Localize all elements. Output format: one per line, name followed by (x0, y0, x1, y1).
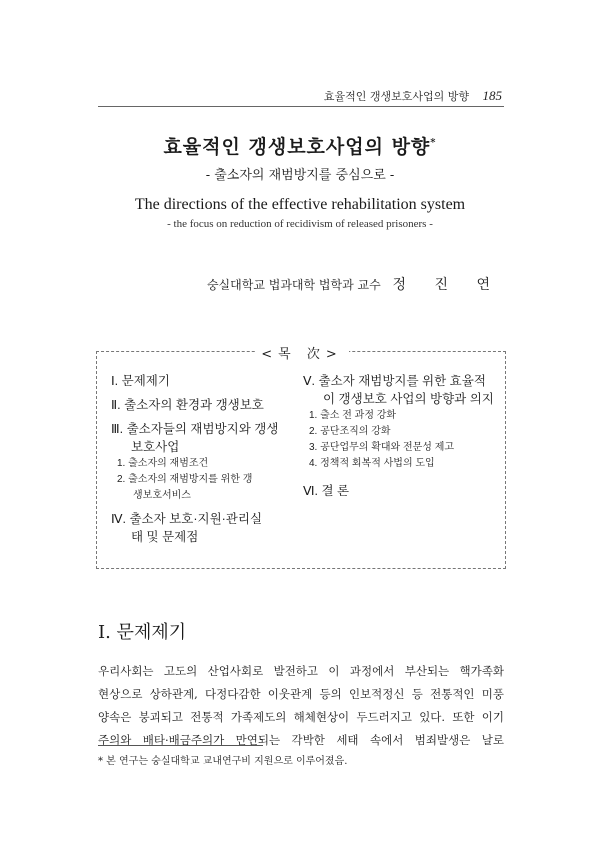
author-line (207, 274, 502, 294)
toc-item (111, 372, 289, 390)
body-line: 우리사회는 고도의 산업사회로 발전하고 이 과정에서 부산되는 핵가족화 (98, 664, 504, 678)
toc-item-label-cont: 이 갱생보호 사업의 방향과 의지 (323, 392, 494, 406)
toc-heading-wrap (97, 343, 507, 362)
toc-right-column (303, 372, 499, 506)
toc-item (303, 482, 499, 500)
toc-subitem-label: 2. 출소자의 재범방지를 위한 갱 (117, 474, 253, 485)
body-line: 양속은 붕괴되고 전통적 가족제도의 해체현상이 두드러지고 있다. 또한 이기 (98, 710, 504, 724)
paper-subtitle-english: - the focus on reduction of recidivism of released prisoners - (167, 218, 433, 230)
header-rule (98, 106, 504, 107)
toc-subitem-label: 3. 공단업무의 확대와 전문성 제고 (309, 442, 455, 453)
toc-subitem (303, 408, 499, 424)
toc-subitem-label: 1. 출소 전 과정 강화 (309, 410, 397, 421)
title-footnote-mark: * (430, 137, 437, 149)
author-name: 정 진 연 (392, 277, 502, 293)
running-title: 효율적인 갱생보호사업의 방향 (323, 90, 469, 103)
toc-subitem-label: 2. 공단조직의 강화 (309, 426, 391, 437)
toc-item (303, 372, 499, 472)
toc-item-label-cont: 태 및 문제점 (131, 530, 199, 544)
author-affiliation: 숭실대학교 법과대학 법학과 교수 (206, 278, 381, 292)
toc-subitem-label: 4. 정책적 회복적 사법의 도입 (309, 458, 435, 469)
toc-left-column (111, 372, 289, 552)
page-number: 185 (482, 88, 502, 103)
toc-item-label: Ⅳ. 출소자 보호·지원·관리실 (111, 512, 263, 526)
toc-subitem-label: 1. 출소자의 재범조건 (117, 458, 209, 469)
toc-item-label: Ⅴ. 출소자 재범방지를 위한 효율적 (303, 374, 486, 388)
toc-subitem-label-cont: 생보호서비스 (133, 490, 191, 501)
toc-item-label-cont: 보호사업 (131, 440, 180, 454)
footnote: * 본 연구는 숭실대학교 교내연구비 지원으로 이루어졌음. (98, 756, 348, 767)
body-line: 현상으로 상하관계, 다정다감한 이웃관계 등의 인보적정신 등 전통적인 미풍 (98, 687, 504, 701)
toc-heading: <목 次> (255, 347, 348, 362)
paper-title-text: 효율적인 갱생보호사업의 방향 (163, 136, 431, 158)
toc-subitem (303, 424, 499, 440)
toc-subitem (303, 456, 499, 472)
toc-item-label: Ⅲ. 출소자들의 재범방지와 갱생 (111, 422, 279, 436)
paper-title-english: The directions of the effective rehabilitation system (134, 196, 466, 213)
paper-title (0, 132, 600, 159)
toc-item (111, 396, 289, 414)
toc-item-label: Ⅵ. 결 론 (303, 484, 350, 498)
toc-item (111, 510, 289, 546)
running-header (0, 88, 502, 104)
body-line: 주의와 배타·배금주의가 만연되는 각박한 세태 속에서 범죄발생은 날로 (98, 733, 504, 747)
toc-subitem (303, 440, 499, 456)
toc-subitem (111, 456, 289, 472)
toc-item-label: Ⅰ. 문제제기 (111, 374, 170, 388)
table-of-contents (96, 347, 506, 569)
toc-item (111, 420, 289, 504)
toc-item-label: Ⅱ. 출소자의 환경과 갱생보호 (111, 398, 264, 412)
paper-subtitle: - 출소자의 재범방지를 중심으로 - (205, 168, 395, 183)
body-paragraph (98, 660, 504, 752)
footnote-rule (98, 745, 263, 746)
toc-subitem (111, 472, 289, 504)
section-heading: Ⅰ. 문제제기 (98, 622, 187, 643)
